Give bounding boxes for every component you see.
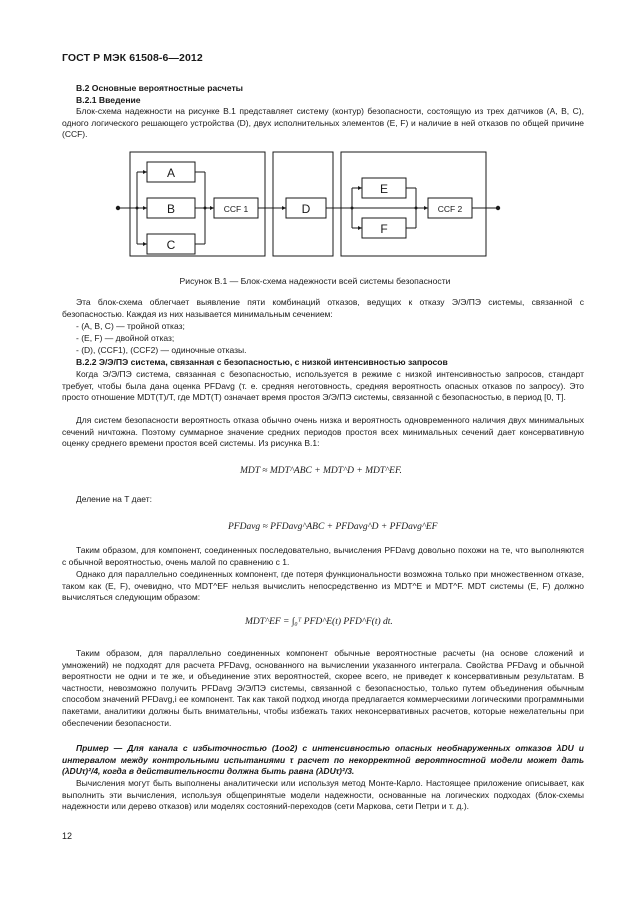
page-number: 12 bbox=[62, 831, 73, 841]
block-b-label: B bbox=[166, 202, 176, 216]
example-note: Пример — Для канала с избыточностью (1oo2) с интенсивностью опасных необнаруженных отказов λDU и интервалом между контрольными испытаниями τ расчет по некорректной вероятностной модели может дать (λDUτ)²/4, когда в действительности должна быть равна (λDUτ)²/3. bbox=[62, 743, 584, 777]
block-f-label: F bbox=[380, 222, 388, 236]
section-b21-title: В.2.1 Введение bbox=[76, 95, 141, 105]
paragraph-parallel: Однако для параллельно соединенных компонент, где потеря функциональности возможна только при множественном отказе, таком как (E, F), очевидно, что MDT^EF нельзя вычислить непосредственно из MDT^E и MDT^F. MDT системы (E, F) должно вычисляться следующим образом: bbox=[62, 569, 584, 603]
block-ccf1-label: CCF 1 bbox=[223, 204, 249, 214]
division-text: Деление на T дает: bbox=[76, 494, 152, 504]
block-c-label: C bbox=[166, 238, 176, 252]
cut-item: - (D), (CCF1), (CCF2) — одиночные отказы. bbox=[76, 345, 247, 355]
section-b2-title: В.2 Основные вероятностные расчеты bbox=[76, 83, 244, 93]
paragraph-methods: Вычисления могут быть выполнены аналитически или используя метод Монте-Карло. Настоящее приложение описывает, как выполнить эти вычисления, используя общепринятые модели надежности, основанные на логических подходах (блок-схемы надежности или дерево отказов) или моделях состояний-переходов (сети Маркова, сети Петри и т. д.). bbox=[62, 778, 584, 812]
block-d-label: D bbox=[301, 202, 311, 216]
cut-item: - (А, В, С) — тройной отказ; bbox=[76, 321, 185, 331]
intro-paragraph: Блок-схема надежности на рисунке В.1 представляет систему (контур) безопасности, состоящую из трех датчиков (А, В, С), одного логического решающего устройства (D), двух исполнительных элементов (Е, F) и наличие в ней отказов по общей причине (CCF). bbox=[62, 106, 584, 140]
block-e-label: E bbox=[379, 182, 389, 196]
paragraph-minimal-cuts: Для систем безопасности вероятность отказа обычно очень низка и вероятность одновременного наличия двух минимальных сечений ничтожна. Поэтому суммарное значение средних периодов простоя всех минимальных сечений дает консервативную оценку среднего времени простоя всей системы. Из рисунка В.1: bbox=[62, 415, 584, 449]
formula-pfd: PFDavg ≈ PFDavg^ABC + PFDavg^D + PFDavg^EF bbox=[228, 522, 438, 532]
paragraph-low-demand: Когда Э/Э/ПЭ система, связанная с безопасностью, используется в режиме с низкой интенсивностью запросов, стандарт требует, чтобы была дана оценка PFDavg (т. е. средняя неготовность, средняя вероятность опасных отказов по запросу). Это просто отношение MDT(T)/T, где MDT(T) означает время простоя Э/Э/ПЭ системы, связанной с безопасностью, в период [0, T]. bbox=[62, 369, 584, 403]
document-header: ГОСТ Р МЭК 61508-6—2012 bbox=[62, 52, 203, 64]
cuts-intro: Эта блок-схема облегчает выявление пяти комбинаций отказов, ведущих к отказу Э/Э/ПЭ системы, связанной с безопасностью. Каждая из них называется минимальным сечением: bbox=[62, 297, 584, 319]
formula-mdt: MDT ≈ MDT^ABC + MDT^D + MDT^EF. bbox=[240, 466, 402, 476]
formula-integral: MDT^EF = ∫₀ᵀ PFD^E(t) PFD^F(t) dt. bbox=[245, 617, 393, 627]
paragraph-non-conservative: Таким образом, для параллельно соединенных компонент обычные вероятностные расчеты (на основе сложений и умножений) не подходят для расчета PFDavg, основанного на вычислении указанного интеграла. Свойства PFDavg и обычной вероятности не одни и те же, и объединение этих вероятностей, скорее всего, не приведет к консервативным результатам. В частности, невозможно получить PFDavg Э/Э/ПЭ системы, связанной с безопасностью, только путем объединения обычным способом значений PFDavg,i ее компонент. Так как такой подход иногда предлагается коммерческими логическими программными пакетами, аналитики должны быть внимательны, чтобы избежать таких неконсервативных расчетов, которые нежелательны при обеспечении безопасности. bbox=[62, 648, 584, 728]
cut-item: - (Е, F) — двойной отказ; bbox=[76, 333, 175, 343]
section-b22-title: В.2.2 Э/Э/ПЭ система, связанная с безопасностью, с низкой интенсивностью запросов bbox=[76, 357, 448, 367]
block-ccf2-label: CCF 2 bbox=[437, 204, 463, 214]
output-terminal bbox=[496, 206, 500, 210]
reliability-block-diagram bbox=[110, 150, 510, 260]
figure-caption: Рисунок В.1 — Блок-схема надежности всей системы безопасности bbox=[179, 276, 451, 286]
block-a-label: A bbox=[166, 166, 176, 180]
paragraph-series: Таким образом, для компонент, соединенных последовательно, вычисления PFDavg довольно похожи на те, что выполняются с обычной вероятностью, очень малой по сравнению с 1. bbox=[62, 545, 584, 567]
input-terminal bbox=[116, 206, 120, 210]
